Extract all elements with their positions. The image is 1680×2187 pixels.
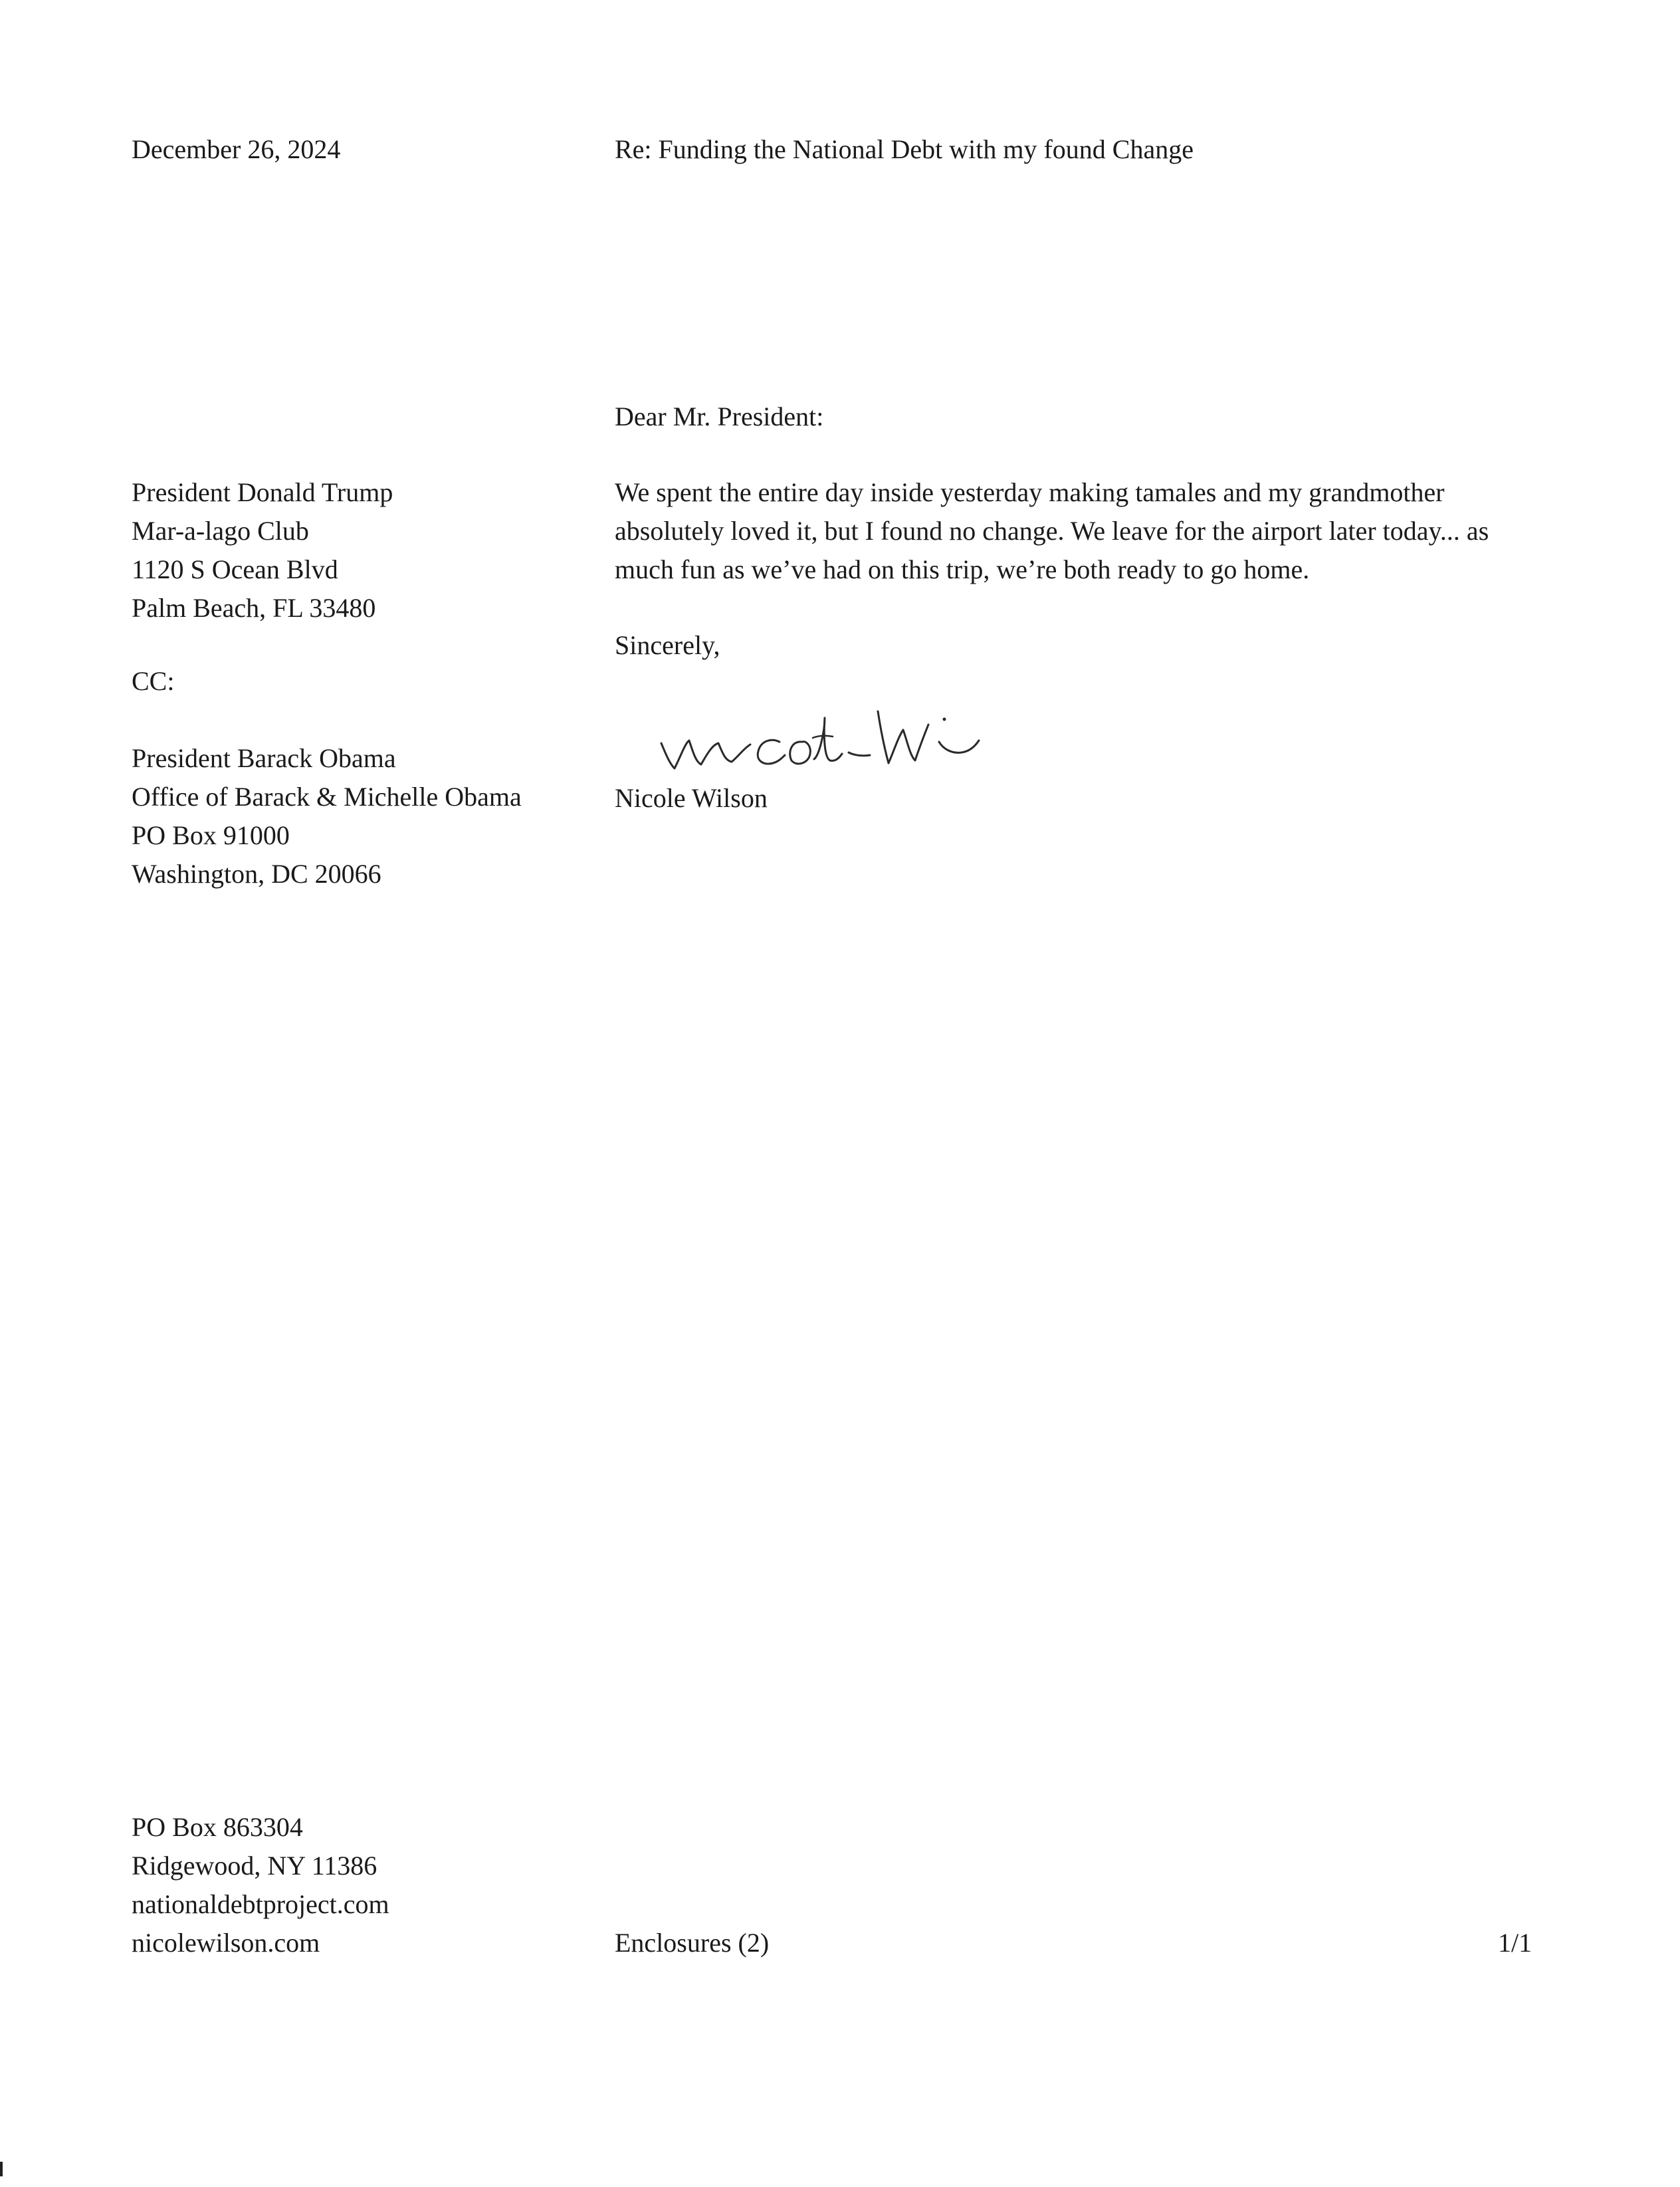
signer-name: Nicole Wilson [615,783,768,813]
letter-body: We spent the entire day inside yesterday making tamales and my grandmother absolutely loved it, but I found no change. We leave for the airport later today... as much fun as we’ve had on this trip, we’re both ready to go home. [615,477,1489,584]
cc-label: CC: [132,666,175,696]
page-number: 1/1 [1498,1928,1532,1958]
sender-city-state-zip: Ridgewood, NY 11386 [132,1851,377,1881]
recipient-street: 1120 S Ocean Blvd [132,554,338,584]
closing: Sincerely, [615,630,720,660]
recipient-city-state-zip: Palm Beach, FL 33480 [132,593,376,623]
scan-margin-mark [0,2162,3,2176]
cc-recipient-organization: Office of Barack & Michelle Obama [132,782,522,812]
enclosures-note: Enclosures (2) [615,1928,770,1958]
cc-recipient-street: PO Box 91000 [132,820,290,850]
letter-subject: Re: Funding the National Debt with my found Change [615,134,1194,164]
sender-address [132,1808,389,1962]
cc-recipient-address [132,739,522,893]
salutation: Dear Mr. President: [615,402,824,431]
recipient-name: President Donald Trump [132,477,393,507]
letter-date: December 26, 2024 [132,134,341,164]
sender-website-1: nationaldebtproject.com [132,1889,389,1919]
sender-website-2: nicolewilson.com [132,1928,320,1958]
recipient-organization: Mar-a-lago Club [132,516,309,546]
handwritten-signature [655,691,1000,778]
cc-recipient-name: President Barack Obama [132,743,396,773]
recipient-address [132,473,393,628]
sender-po-box: PO Box 863304 [132,1812,303,1842]
cc-recipient-city-state-zip: Washington, DC 20066 [132,859,381,889]
